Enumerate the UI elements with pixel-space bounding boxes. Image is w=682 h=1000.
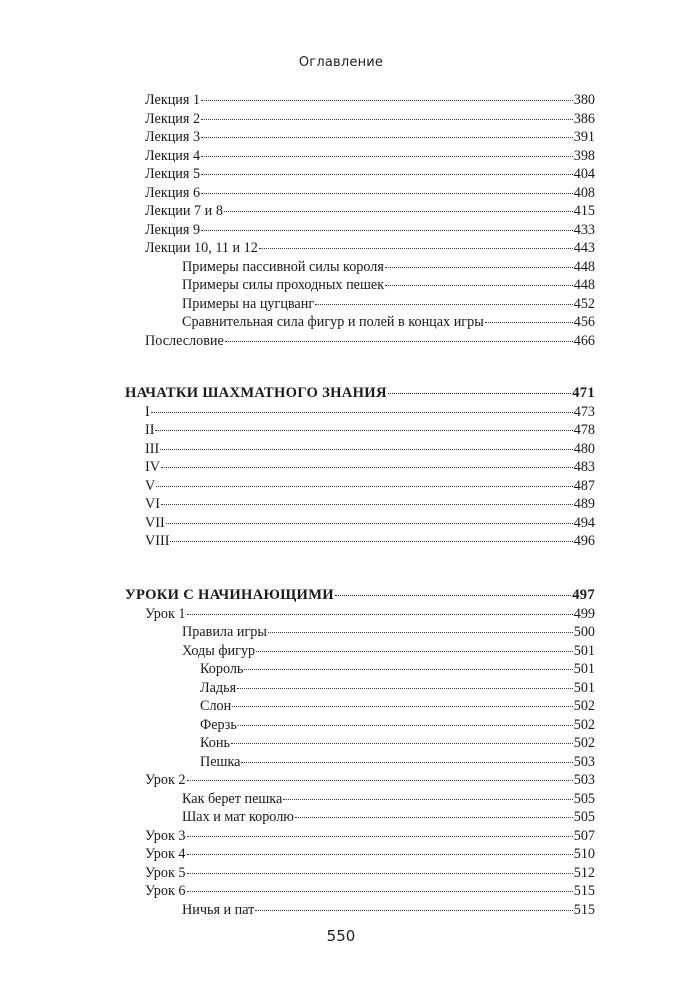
toc-entry-title: УРОКИ С НАЧИНАЮЩИМИ (125, 587, 334, 603)
dot-leader (256, 650, 573, 652)
toc-entry (125, 642, 595, 661)
toc-section-basics (125, 384, 595, 551)
toc-entry-title: Лекция 6 (145, 184, 201, 201)
toc-entry-title: Лекции 10, 11 и 12 (145, 240, 258, 256)
toc-entry-page-number: 501 (573, 642, 595, 659)
dot-leader (161, 503, 573, 505)
toc-entry-page-number: 502 (573, 735, 595, 751)
dot-leader (259, 247, 573, 249)
toc-entry-page-number: 499 (573, 605, 595, 622)
toc-entry-page-number: 380 (573, 92, 595, 108)
toc-entry-page-number: 415 (573, 203, 595, 219)
dot-leader (187, 613, 573, 615)
toc-entry-page-number: 448 (573, 277, 595, 293)
toc-entry-title: I (145, 403, 150, 420)
toc-entry-page-number: 507 (573, 827, 595, 844)
toc-entry-page-number: 500 (573, 624, 595, 640)
toc-entry-title: Примеры пассивной силы короля (182, 258, 384, 275)
toc-entry (125, 184, 595, 203)
toc-section-heading (125, 384, 595, 403)
dot-leader (187, 779, 573, 781)
dot-leader (201, 192, 573, 194)
toc-entry-page-number: 512 (573, 864, 595, 881)
toc-entry (125, 882, 595, 901)
dot-leader (224, 210, 573, 212)
toc-entry-title: II (145, 422, 155, 438)
toc-entry-page-number: 391 (573, 129, 595, 145)
toc-entry-page-number: 510 (573, 846, 595, 862)
toc-entry-title: Лекция 2 (145, 110, 201, 127)
toc-entry-title: Сравнительная сила фигур и полей в концах игры (182, 314, 484, 330)
dot-leader (161, 466, 573, 468)
dot-leader (187, 853, 573, 855)
toc-entry-title: VI (145, 496, 160, 512)
toc-entry (125, 295, 595, 314)
toc-entry (125, 790, 595, 809)
toc-entry (125, 421, 595, 440)
toc-entry-page-number: 478 (573, 422, 595, 438)
toc-entry-page-number: 489 (573, 496, 595, 512)
toc-section-heading (125, 586, 595, 605)
toc-section-lectures (125, 91, 595, 350)
toc-entry-page-number: 503 (573, 772, 595, 788)
toc-entry (125, 660, 595, 679)
toc-entry-title: III (145, 440, 160, 457)
toc-entry (125, 532, 595, 551)
toc-entry (125, 753, 595, 772)
toc-entry (125, 623, 595, 642)
toc-entry (125, 808, 595, 827)
dot-leader (187, 835, 573, 837)
toc-entry-page-number: 501 (573, 679, 595, 696)
toc-entry (125, 458, 595, 477)
toc-entry (125, 771, 595, 790)
toc-entry-title: Лекция 3 (145, 129, 201, 145)
dot-leader (255, 909, 572, 911)
toc-entry (125, 864, 595, 883)
dot-leader (201, 136, 573, 138)
dot-leader (201, 173, 573, 175)
toc-entry (125, 332, 595, 351)
toc-entry (125, 605, 595, 624)
toc-entry-title: Ферзь (200, 716, 237, 733)
toc-entry-title: Примеры силы проходных пешек (182, 277, 385, 293)
toc-entry-title: Лекция 1 (145, 92, 201, 108)
running-head: Оглавление (298, 55, 384, 70)
toc-entry (125, 110, 595, 129)
toc-entry-title: V (145, 477, 156, 494)
toc-entry-title: Урок 5 (145, 864, 186, 881)
toc-entry (125, 440, 595, 459)
toc-entry-page-number: 456 (573, 314, 595, 330)
toc-entry-page-number: 443 (573, 240, 595, 256)
toc-entry (125, 845, 595, 864)
toc-entry-title: Урок 4 (145, 846, 186, 862)
toc-entry-page-number: 515 (573, 901, 595, 918)
toc-entry-title: Конь (200, 735, 230, 751)
dot-leader (268, 631, 573, 633)
toc-entry-title: Ходы фигур (182, 642, 256, 659)
toc-entry (125, 258, 595, 277)
toc-entry (125, 91, 595, 110)
toc-entry-page-number: 502 (573, 716, 595, 733)
dot-leader (201, 155, 573, 157)
toc-entry-title: Правила игры (182, 624, 267, 640)
dot-leader (187, 890, 573, 892)
toc-section-beginner-lessons (125, 586, 595, 919)
toc-entry-page-number: 505 (573, 790, 595, 807)
dot-leader (151, 411, 573, 413)
toc-entry-page-number: 408 (573, 184, 595, 201)
toc-entry-title: Урок 6 (145, 883, 186, 899)
toc-entry-page-number: 497 (572, 587, 595, 603)
toc-entry (125, 734, 595, 753)
toc-entry-title: Урок 3 (145, 827, 186, 844)
toc-entry-title: IV (145, 459, 160, 475)
dot-leader (231, 742, 573, 744)
toc-entry (125, 679, 595, 698)
dot-leader (238, 724, 573, 726)
toc-entry-title: Лекция 4 (145, 147, 201, 164)
toc-entry-page-number: 466 (573, 332, 595, 349)
toc-entry-page-number: 386 (573, 110, 595, 127)
toc-entry (125, 239, 595, 258)
dot-leader (283, 798, 572, 800)
toc-entry (125, 827, 595, 846)
toc-entry-page-number: 448 (573, 258, 595, 275)
toc-entry (125, 313, 595, 332)
toc-entry-page-number: 433 (573, 221, 595, 238)
toc-entry-title: Лекции 7 и 8 (145, 203, 223, 219)
toc-entry (125, 147, 595, 166)
dot-leader (315, 303, 573, 305)
toc-entry-page-number: 494 (573, 514, 595, 531)
toc-entry (125, 276, 595, 295)
toc-entry-title: Король (200, 661, 244, 677)
dot-leader (166, 522, 573, 524)
toc-entry-title: VII (145, 514, 165, 531)
toc-entry-title: Шах и мат королю (182, 809, 294, 825)
dot-leader (160, 448, 573, 450)
toc-entry-page-number: 452 (573, 295, 595, 312)
toc-entry-page-number: 503 (573, 753, 595, 770)
toc-entry-page-number: 483 (573, 459, 595, 475)
toc-entry-page-number: 496 (573, 533, 595, 549)
dot-leader (201, 118, 573, 120)
dot-leader (232, 705, 572, 707)
toc-entry (125, 128, 595, 147)
toc-entry-title: Послесловие (145, 332, 224, 349)
toc-entry (125, 495, 595, 514)
dot-leader (244, 668, 572, 670)
toc-entry-title: Урок 1 (145, 605, 186, 622)
dot-leader (385, 266, 573, 268)
toc-entry (125, 165, 595, 184)
toc-entry (125, 514, 595, 533)
toc-entry (125, 221, 595, 240)
toc-entry-page-number: 471 (572, 385, 595, 401)
dot-leader (201, 99, 573, 101)
toc-entry (125, 403, 595, 422)
page-number: 550 (326, 927, 356, 945)
dot-leader (485, 321, 573, 323)
dot-leader (385, 284, 573, 286)
dot-leader (295, 816, 573, 818)
toc-entry (125, 202, 595, 221)
toc-entry (125, 716, 595, 735)
toc-entry-page-number: 398 (573, 147, 595, 164)
toc-entry-title: Лекция 5 (145, 166, 201, 182)
dot-leader (187, 872, 573, 874)
toc-entry-title: Ничья и пат (182, 901, 255, 918)
dot-leader (155, 429, 572, 431)
dot-leader (156, 485, 572, 487)
toc-entry-page-number: 505 (573, 809, 595, 825)
toc-entry-title: Ладья (200, 679, 237, 696)
toc-entry-title: Как берет пешка (182, 790, 283, 807)
dot-leader (201, 229, 573, 231)
toc-entry-page-number: 487 (573, 477, 595, 494)
toc-entry-page-number: 501 (573, 661, 595, 677)
dot-leader (335, 594, 571, 596)
toc-entry-page-number: 473 (573, 403, 595, 420)
toc-entry-page-number: 480 (573, 440, 595, 457)
toc-entry-title: Примеры на цугцванг (182, 295, 315, 312)
toc-entry-title: Лекция 9 (145, 221, 201, 238)
toc-entry (125, 477, 595, 496)
dot-leader (388, 392, 571, 394)
toc-entry (125, 901, 595, 920)
toc-entry-title: Пешка (200, 753, 241, 770)
toc-entry-page-number: 515 (573, 883, 595, 899)
toc-entry-title: НАЧАТКИ ШАХМАТНОГО ЗНАНИЯ (125, 385, 387, 401)
toc-entry-page-number: 404 (573, 166, 595, 182)
dot-leader (241, 761, 572, 763)
toc-entry-title: VIII (145, 533, 170, 549)
toc-entry-title: Слон (200, 698, 232, 714)
toc-entry-title: Урок 2 (145, 772, 186, 788)
dot-leader (170, 540, 572, 542)
toc-entry-page-number: 502 (573, 698, 595, 714)
dot-leader (225, 340, 573, 342)
toc-entry (125, 697, 595, 716)
dot-leader (237, 687, 573, 689)
